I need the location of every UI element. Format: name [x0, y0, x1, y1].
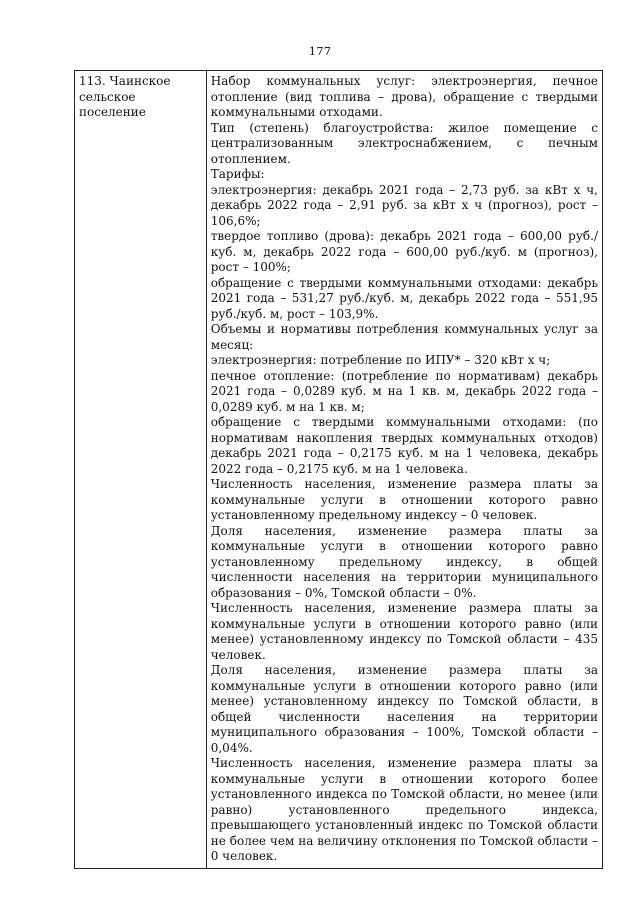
tariff-table [74, 70, 603, 869]
paragraph-heating-consumption: печное отопление: (потребление по нормативам) декабрь 2021 года – 0,0289 куб. м на 1 кв. м, декабрь 2022 года – 0,0289 куб. м на 1 кв. м; [210, 368, 598, 414]
page-number: 177 [308, 44, 332, 58]
paragraph-amenity-type: Тип (степень) благоустройства: жилое помещение с централизованным электроснабжением, с печным отоплением. [210, 120, 598, 166]
municipality-cell: 113. Чаинское сельское поселение [75, 71, 207, 869]
paragraph-tariffs-heading: Тарифы: [210, 167, 265, 181]
paragraph-electricity-tariff: электроэнергия: декабрь 2021 года – 2,73 руб. за кВт х ч, декабрь 2022 года – 2,91 руб. за кВт х ч (прогноз), рост – 106,6%; [210, 182, 598, 228]
paragraph-population-regional-index: Численность населения, изменение размера платы за коммунальные услуги в отношении которого равно (или менее) установленному индексу по Томской области – 435 человек. [210, 601, 598, 662]
paragraph-population-above-index: Численность населения, изменение размера платы за коммунальные услуги в отношении которого более установленного индекса по Томской области, но менее (или равно) установленного предельного индекса, превышающего установленный индекс по Томской области не более чем на величину отклонения по Томской области – 0 человек. [210, 756, 598, 863]
paragraph-firewood-tariff: твердое топливо (дрова): декабрь 2021 года – 600,00 руб./куб. м, декабрь 2022 года – 600,00 руб./куб. м (прогноз), рост – 100%; [210, 229, 598, 274]
paragraph-waste-tariff: обращение с твердыми коммунальными отходами: декабрь 2021 года – 531,27 руб./куб. м, декабрь 2022 года – 551,95 руб./куб. м, рост – 103,9%. [210, 275, 598, 321]
paragraph-waste-consumption: обращение с твердыми коммунальными отходами: (по нормативам накопления твердых коммунальных отходов) декабрь 2021 года – 0,2175 куб. м на 1 человека, декабрь 2022 года – 0,2175 куб. м на 1 человека. [210, 415, 598, 476]
paragraph-share-max-index: Доля населения, изменение размера платы за коммунальные услуги в отношении которого равно установленному предельному индексу, в общей численности населения на территории муниципального образования – 0%, Томской области – 0%. [210, 523, 598, 600]
paragraph-services: Набор коммунальных услуг: электроэнергия, печное отопление (вид топлива – дрова), обращение с твердыми коммунальными отходами. [210, 74, 598, 119]
paragraph-population-max-index: Численность населения, изменение размера платы за коммунальные услуги в отношении которого равно установленному предельному индексу – 0 человек. [210, 477, 598, 522]
paragraph-consumption-heading: Объемы и нормативы потребления коммунальных услуг за месяц: [210, 322, 598, 352]
description-cell [206, 71, 602, 869]
paragraph-share-regional-index: Доля населения, изменение размера платы за коммунальные услуги в отношении которого равно (или менее) установленному индексу по Томской области, в общей численности населения на территории муниципального образования – 100%, Томской области – 0,04%. [210, 663, 598, 755]
table-row [75, 71, 603, 869]
paragraph-electricity-consumption: электроэнергия: потребление по ИПУ* – 320 кВт х ч; [210, 353, 551, 367]
